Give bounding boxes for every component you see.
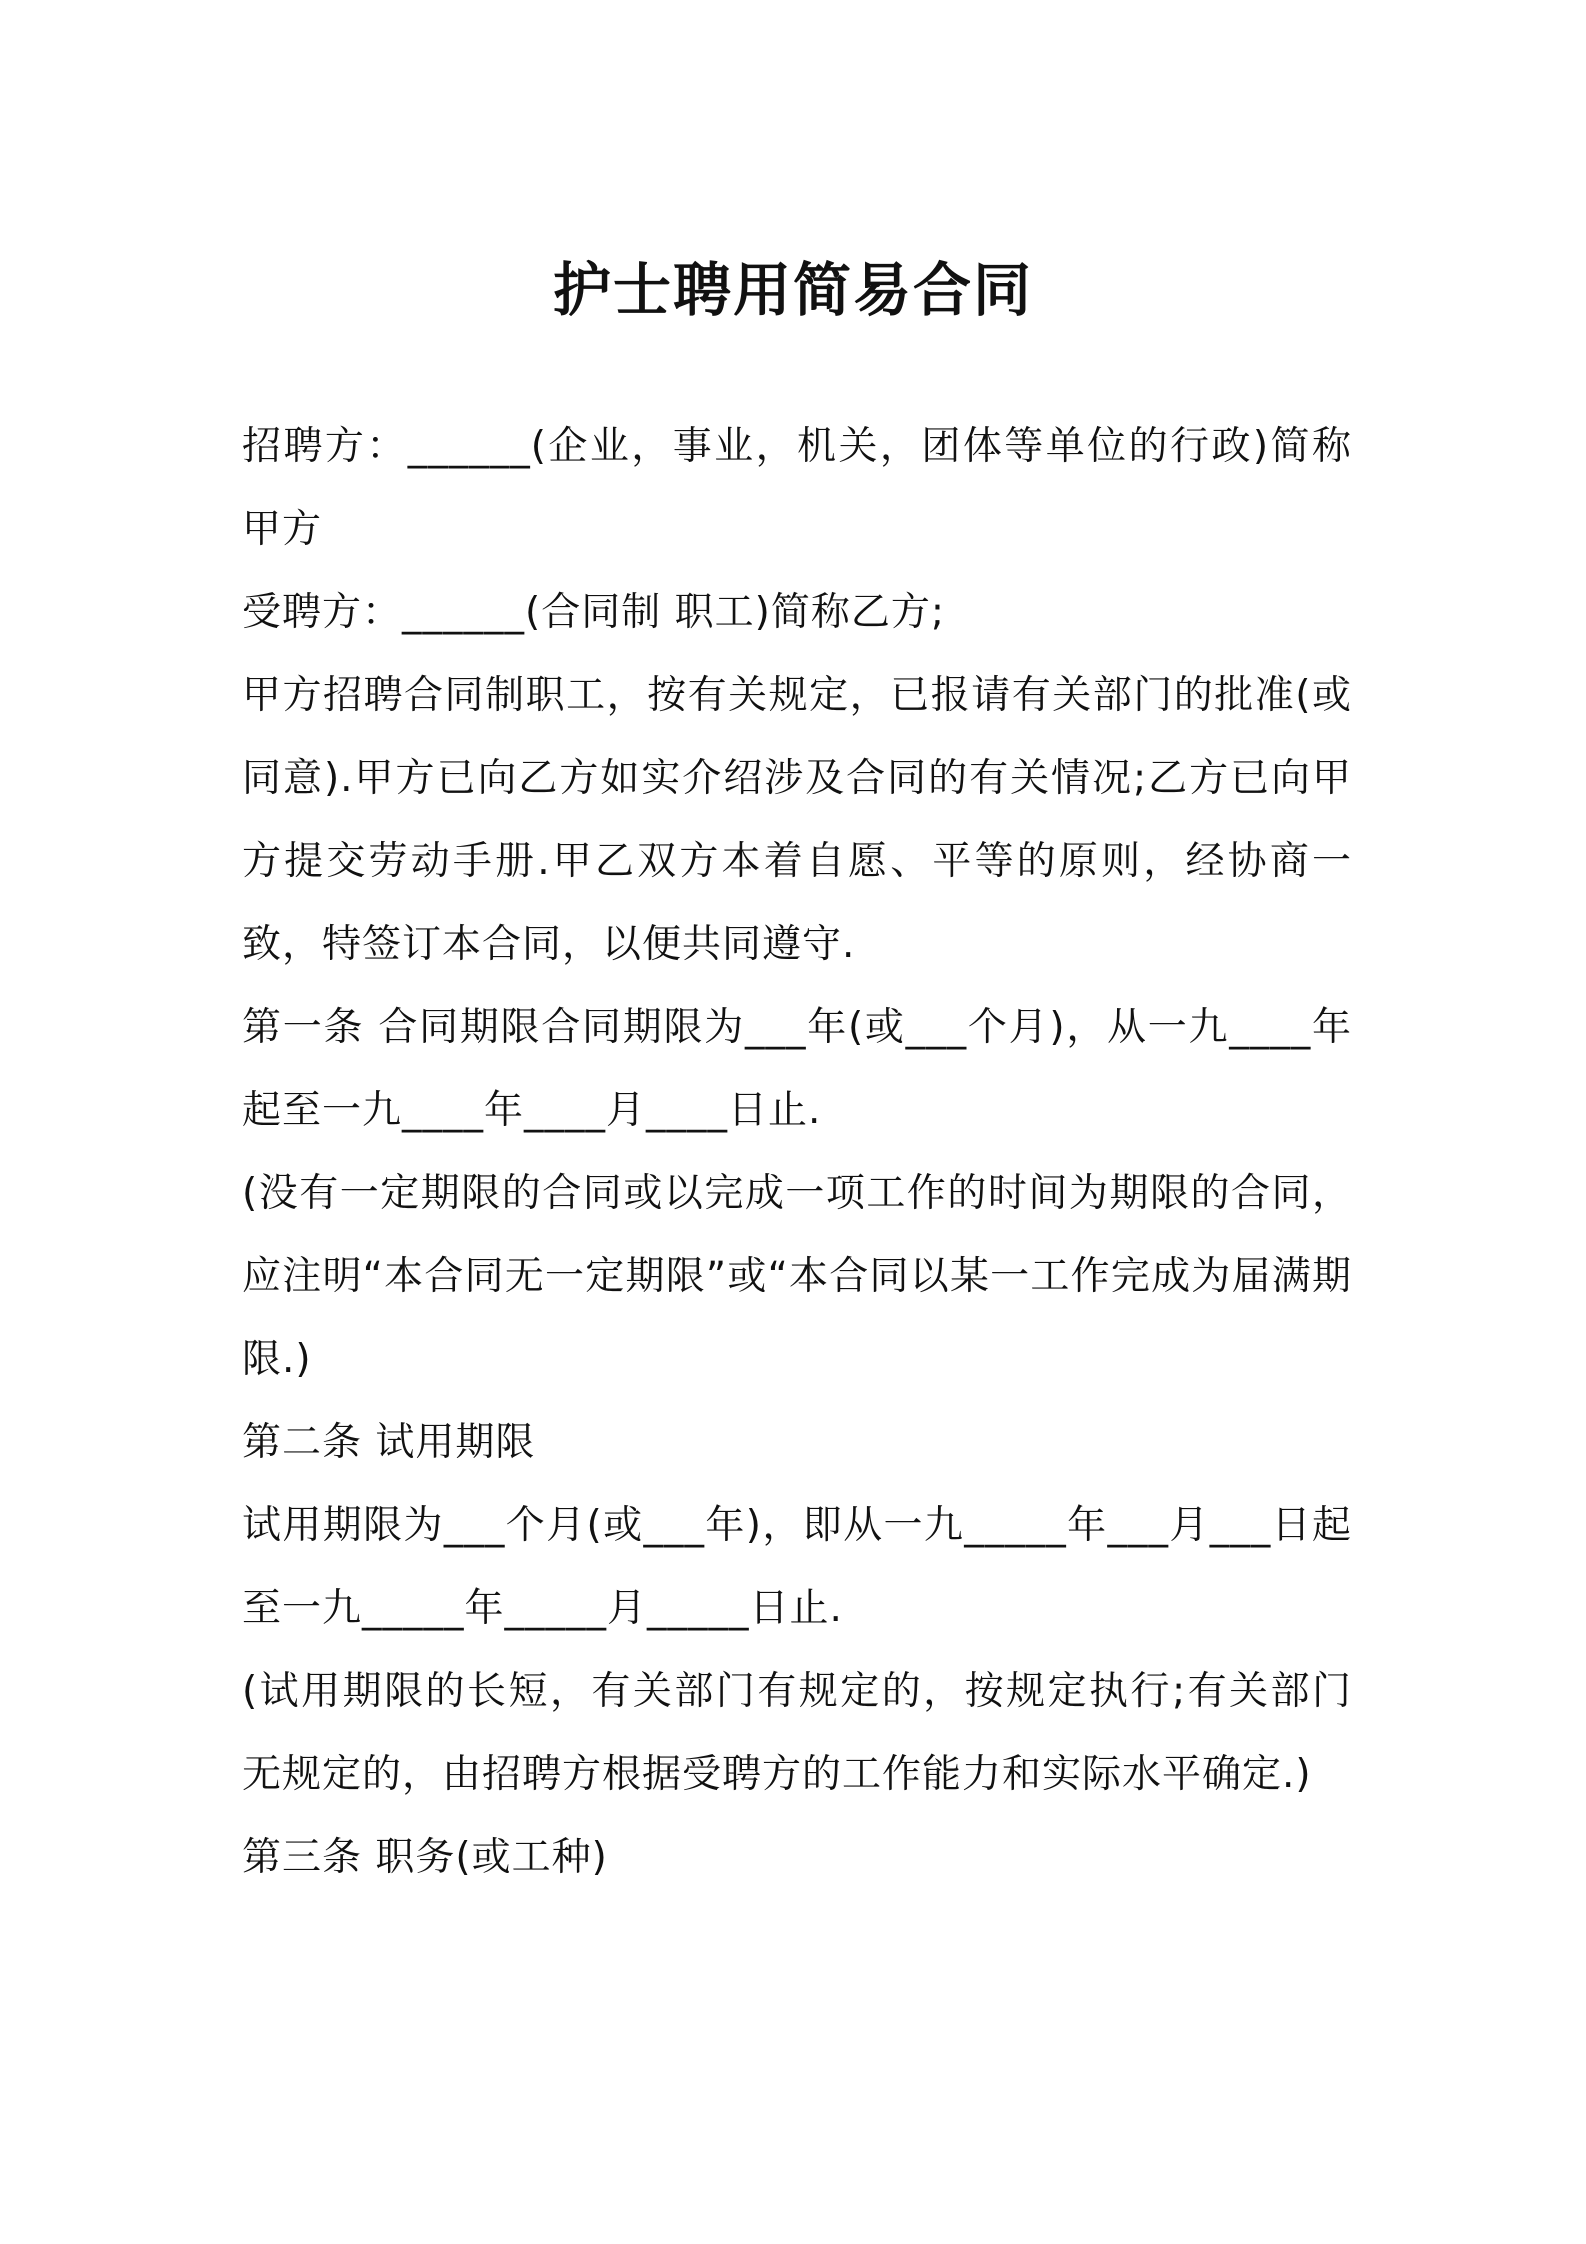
paragraph-employee: 受聘方：______(合同制 职工)简称乙方; (242, 590, 945, 635)
paragraph-article-1: 第一条 合同期限合同期限为___年(或___个月)，从一九____年起至一九____年____月____日止. (242, 1005, 1353, 1133)
heading-article-3: 第三条 职务(或工种) (242, 1835, 608, 1880)
document-body (242, 405, 1352, 1899)
heading-article-2: 第二条 试用期限 (242, 1420, 536, 1465)
paragraph-article-1-note: (没有一定期限的合同或以完成一项工作的时间为期限的合同，应注明“本合同无一定期限”或“本合同以某一工作完成为届满期限.) (242, 1171, 1352, 1382)
paragraph-preamble: 甲方招聘合同制职工，按有关规定，已报请有关部门的批准(或同意).甲方已向乙方如实介绍涉及合同的有关情况;乙方已向甲方提交劳动手册.甲乙双方本着自愿、平等的原则，经协商一致，特签订本合同，以便共同遵守. (242, 673, 1352, 967)
document-title: 护士聘用简易合同 (552, 256, 1033, 324)
paragraph-employer: 招聘方：______(企业，事业，机关，团体等单位的行政)简称甲方 (242, 424, 1352, 552)
paragraph-article-2: 试用期限为___个月(或___年)，即从一九_____年___月___日起至一九_____年_____月_____日止. (242, 1503, 1352, 1631)
paragraph-article-2-note: (试用期限的长短，有关部门有规定的，按规定执行;有关部门无规定的，由招聘方根据受聘方的工作能力和实际水平确定.) (242, 1669, 1352, 1797)
